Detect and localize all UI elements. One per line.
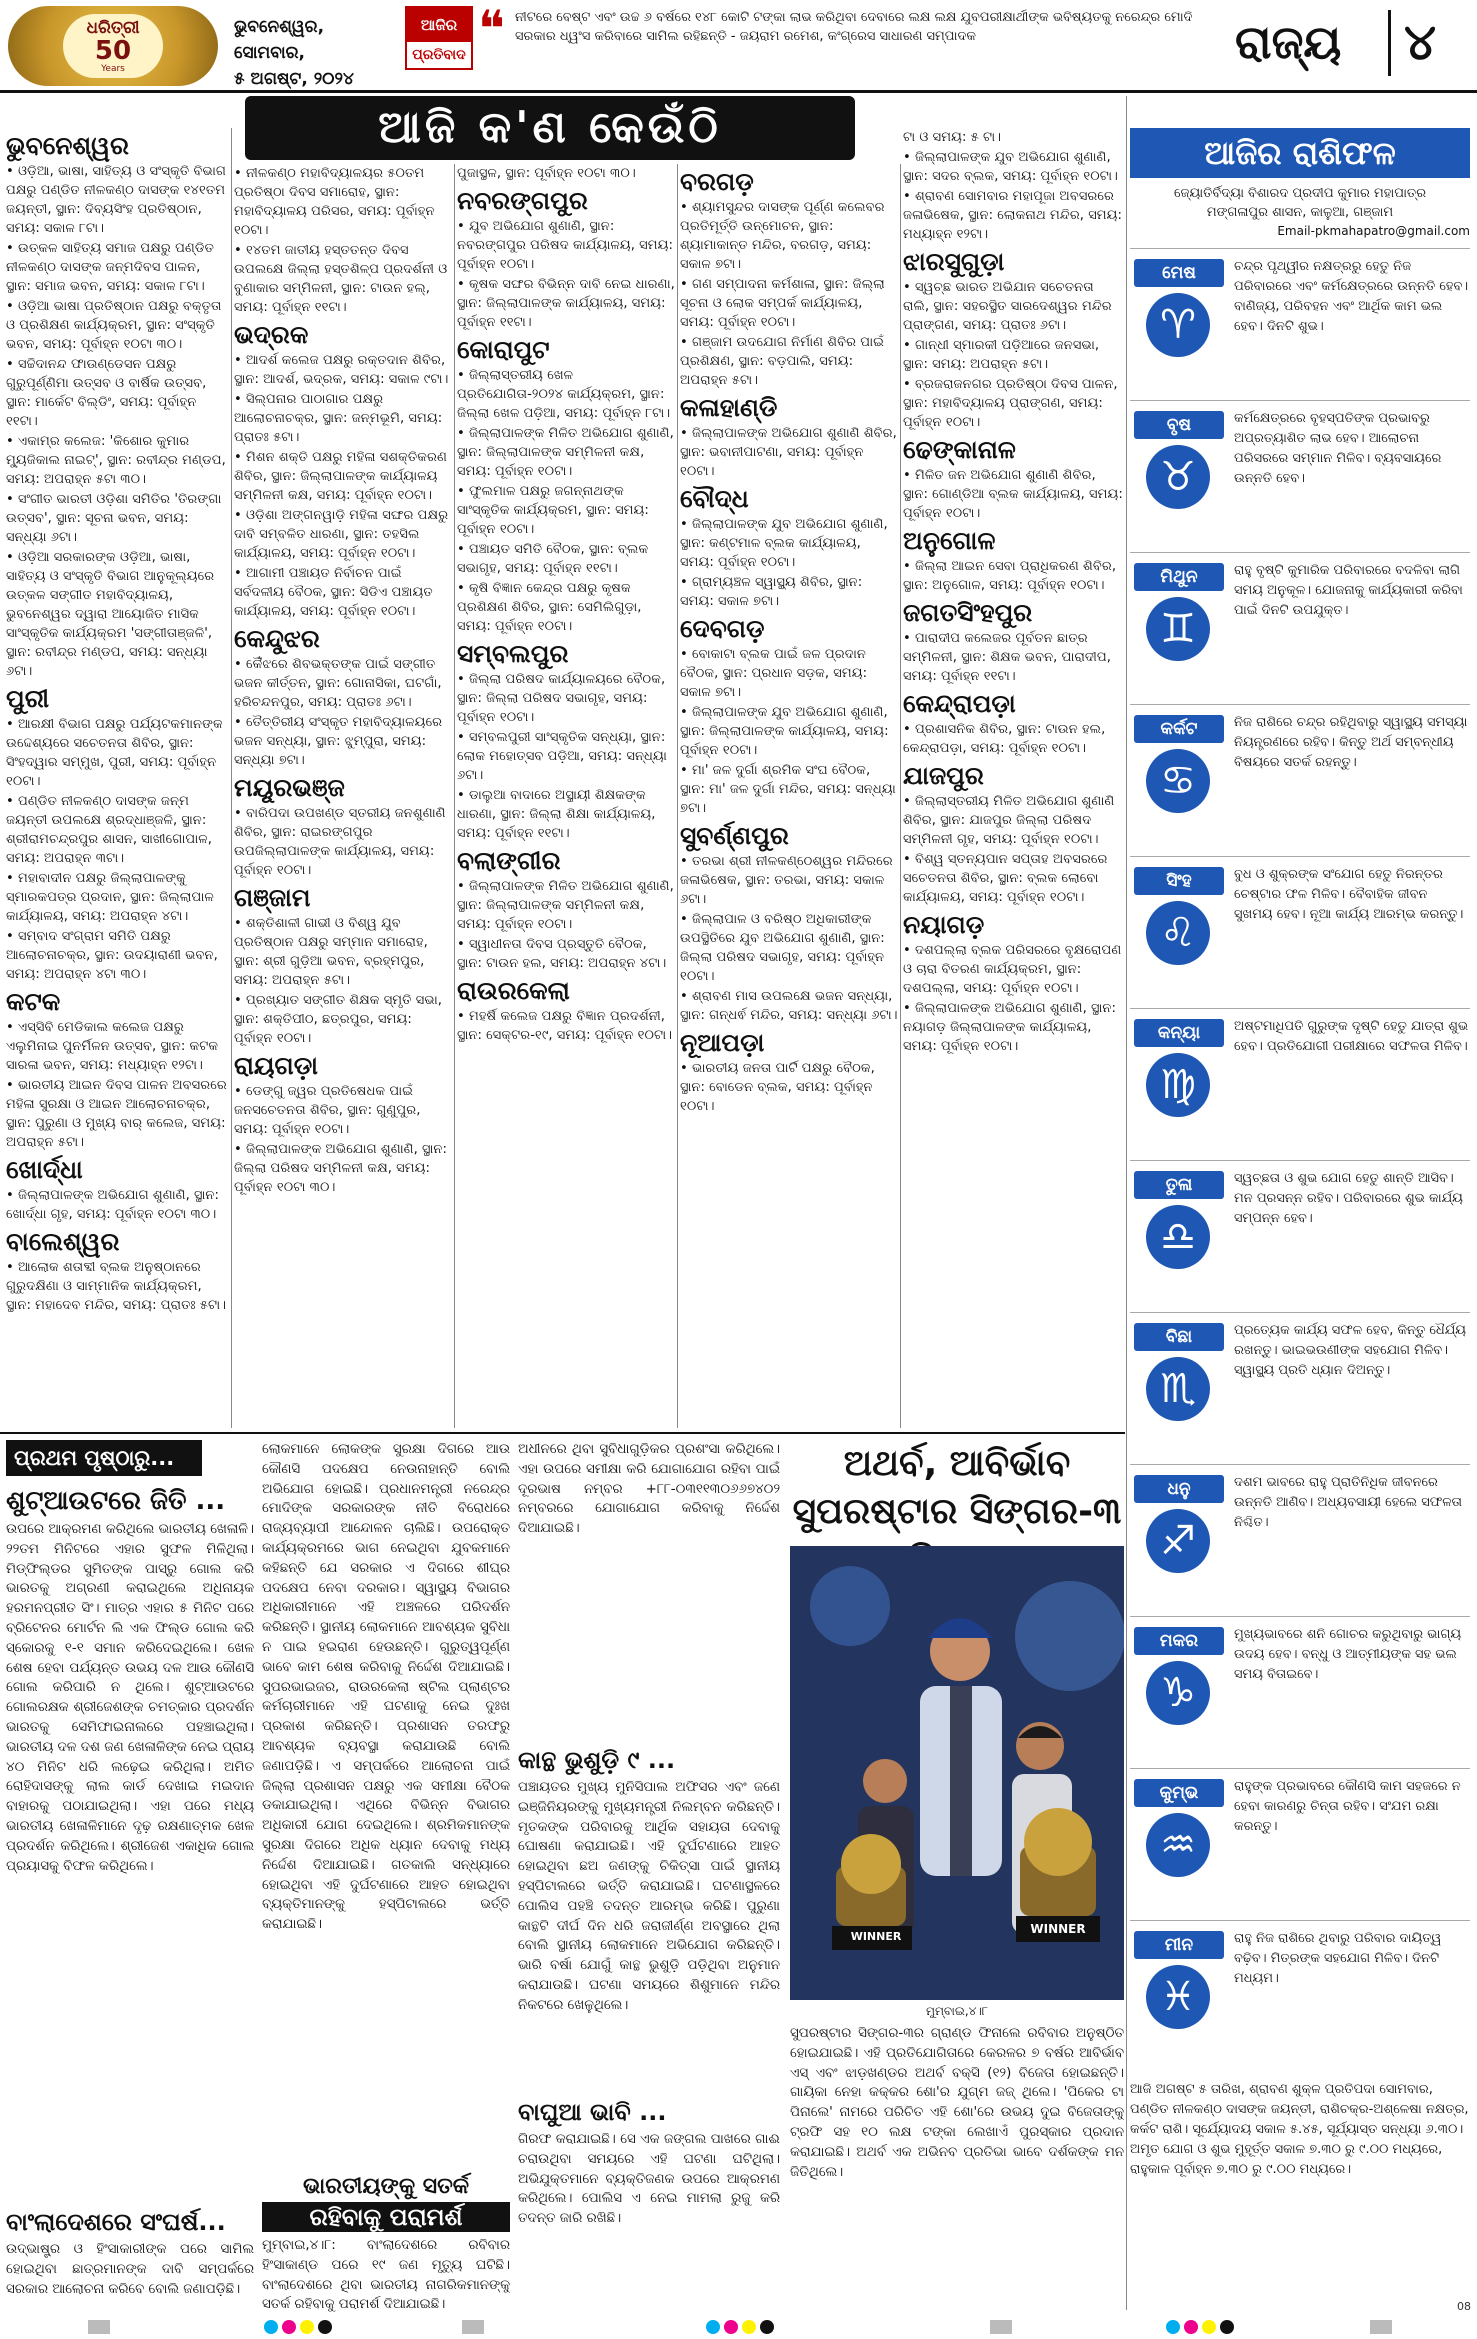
- rashi-name: ବିଛା: [1134, 1323, 1224, 1351]
- event-item: • ମିଶନ ଶକ୍ତି ପକ୍ଷରୁ ମହିଳା ସଶକ୍ତିକରଣ ଶିବିର, ସ୍ଥାନ: ଜିଲ୍ଲାପାଳଙ୍କ କାର୍ଯ୍ୟାଳୟ ସମ୍ମିଳନୀ କକ୍ଷ, ସମୟ: ପୂର୍ବାହ୍ନ ୧୦ଟା।: [234, 450, 447, 503]
- column-divider: [1126, 96, 1127, 2310]
- logo-paper-name: ଧରିତ୍ରୀ: [86, 18, 140, 38]
- event-item: • ସମ୍ବାଦ ସଂଗ୍ରାମ ସମିତି ପକ୍ଷରୁ ଆଲୋଚନାଚକ୍ର, ସ୍ଥାନ: ଉଦୟାରାଣୀ ଭବନ, ସମୟ: ଅପରାହ୍ନ ୪ଟା ୩୦।: [6, 929, 218, 982]
- column-divider: [677, 164, 678, 1428]
- event-item: • ବୋକାଟା ବ୍ଲକ ପାଇଁ ଜଳ ପ୍ରଦାନ ବୈଠକ, ସ୍ଥାନ: ପ୍ରଧାନ ସଡ଼କ, ସମୟ: ସକାଳ ୭ଟା।: [680, 647, 868, 700]
- rashi-prediction: ଦଶମ ଭାବରେ ରାହୁ ପ୍ରାତିନିଧିକ ଜୀବନରେ ଉନ୍ନତି ଆଣିବ। ଅଧ୍ୟବସାୟୀ ହେଲେ ସଫଳତା ନିଶ୍ଚିତ।: [1234, 1475, 1462, 1530]
- events-banner: ଆଜି କ'ଣ କେଉଁଠି: [245, 96, 855, 160]
- rashi-prediction: ରାହୁ ବୃଷ୍ଟି କୁମାରିକ ପରିବାରରେ ବଦଳିବା ଲାଗି ସମୟ ଅନୁକୂଳ। ଯୋଜନାକୁ କାର୍ଯ୍ୟକାରୀ କରିବା ପାଇଁ ଦିନଟି ଉପଯୁକ୍ତ।: [1234, 563, 1463, 618]
- zodiac-icon: ♓: [1146, 1965, 1210, 2029]
- rashi-name: ସିଂହ: [1134, 867, 1224, 895]
- pratibad-top: ଆଜିର: [407, 8, 471, 42]
- event-item: • ଡାଲୁଆ ବାଦାରେ ଅସ୍ଥାୟୀ ଶିକ୍ଷକଙ୍କ ଧାରଣା, ସ୍ଥାନ: ଜିଲ୍ଲା ଶିକ୍ଷା କାର୍ଯ୍ୟାଳୟ, ସମୟ: ପୂର୍ବାହ୍ନ ୧୧ଟା।: [457, 788, 656, 841]
- event-item: • ବାରିପଦା ଉପଖଣ୍ଡ ସ୍ତରୀୟ ଜନଶୁଣାଣି ଶିବିର, ସ୍ଥାନ: ରାଇରଙ୍ଗପୁର ଉପଜିଲ୍ଲାପାଳଙ୍କ କାର୍ଯ୍ୟାଳୟ, ସମୟ: ପୂର୍ବାହ୍ନ ୧୦ଟା।: [234, 806, 446, 878]
- trophy-label-right: WINNER: [1030, 1922, 1086, 1936]
- district-heading: ନୟାଗଡ଼: [903, 910, 985, 939]
- events-column-2: [234, 164, 452, 1428]
- event-item: • ବିଶ୍ୱ ସ୍ତନ୍ୟପାନ ସପ୍ତାହ ଅବସରରେ ସଚେତନତା ଶିବିର, ସ୍ଥାନ: ବ୍ଲକ ଲୋବୋ କାର୍ଯ୍ୟାଳୟ, ସମୟ: ପୂର୍ବାହ୍ନ ୧୦ଟା।: [903, 852, 1108, 905]
- event-item: • ଜିଲ୍ଲାସ୍ତରୀୟ ଖେଳ ପ୍ରତିଯୋଗିତା-୨୦୨୪ କାର୍ଯ୍ୟକ୍ରମ, ସ୍ଥାନ: ଜିଲ୍ଲା ଖେଳ ପଡ଼ିଆ, ସମୟ: ପୂର୍ବାହ୍ନ ୮ଟା।: [457, 368, 671, 421]
- event-item: • ଜିଲ୍ଲାପାଳଙ୍କ ମିଳିତ ଅଭିଯୋଗ ଶୁଣାଣି, ସ୍ଥାନ: ଜିଲ୍ଲାପାଳଙ୍କ ସମ୍ମିଳନୀ କକ୍ଷ, ସମୟ: ପୂର୍ବାହ୍ନ ୧୦ଟା।: [457, 426, 674, 479]
- registration-dot: [300, 2320, 314, 2334]
- district-heading: ବାଲେଶ୍ୱର: [6, 1227, 120, 1256]
- rashi-entry: [1130, 248, 1470, 400]
- dateline-place-day: ଭୁବନେଶ୍ୱର, ସୋମବାର,: [234, 17, 325, 63]
- event-item: • ଶ୍ୟାମସୁନ୍ଦର ଦାସଙ୍କ ପୂର୍ଣ୍ଣ କଲେବର ପ୍ରତିମୂର୍ତ୍ତି ଉନ୍ମୋଚନ, ସ୍ଥାନ: ଶ୍ୟାମାକାନ୍ତ ମନ୍ଦିର, ବରଗଡ଼, ସମୟ: ସକାଳ ୭ଟା।: [680, 200, 885, 272]
- page-separator: [1388, 10, 1391, 76]
- event-item: • ଆରକ୍ଷୀ ବିଭାଗ ପକ୍ଷରୁ ପର୍ଯ୍ୟଟକମାନଙ୍କ ଉଦ୍ଦେଶ୍ୟରେ ସଚେତନତା ଶିବିର, ସ୍ଥାନ: ସିଂହଦ୍ୱାର ସମ୍ମୁଖ, ପୁରୀ, ସମୟ: ପୂର୍ବାହ୍ନ ୧୦ଟା।: [6, 717, 223, 789]
- zodiac-icon: ♍: [1146, 1053, 1210, 1117]
- event-item: • ପାରାଦୀପ କଲେଜର ପୂର୍ବତନ ଛାତ୍ର ସମ୍ମିଳନୀ, ସ୍ଥାନ: ଶିକ୍ଷକ ଭବନ, ପାରାଦୀପ, ସମୟ: ପୂର୍ବାହ୍ନ ୧୧ଟା।: [903, 631, 1111, 684]
- district-heading: ଯାଜପୁର: [903, 761, 984, 790]
- gray-block: [88, 2320, 110, 2334]
- zodiac-icon: ♑: [1146, 1661, 1210, 1725]
- registration-dot: [1220, 2320, 1234, 2334]
- zodiac-icon: ♏: [1146, 1357, 1210, 1421]
- zodiac-icon: ♎: [1146, 1205, 1210, 1269]
- district-heading: ଅନୁଗୋଳ: [903, 526, 996, 555]
- story-headline-advisory[interactable]: ଭାରତୀୟଙ୍କୁ ସତର୍କ: [302, 2174, 470, 2199]
- story-body-superstar-singer: ସୁପରଷ୍ଟାର ସିଙ୍ଗର-୩ର ଗ୍ରାଣ୍ଡ ଫିନାଲେ ରବିବାର ଅନୁଷ୍ଠିତ ହୋଇଯାଇଛି। ଏହି ପ୍ରତିଯୋଗିତାରେ କେରଳର ୭ ବର୍ଷର ଆବିର୍ଭାବ ଏସ୍‌ ଏବଂ ଝାଡ଼ଖଣ୍ଡର ଅଥର୍ବ ବକ୍ସି (୧୨) ବିଜେତା ହୋଇଛନ୍ତି। ଗାୟିକା ନେହା କକ୍କର ଶୋ'ର ଯୁଗ୍ମ ଜଜ୍‌ ଥିଲେ। 'ପିକେର ଟା ପିନାଲେ' ନାମରେ ପରିଚିତ ଏହି ଶୋ'ରେ ଉଭୟ ଦୁଇ ବିଜେତାଙ୍କୁ ଟ୍ରଫି ସହ ୧୦ ଲକ୍ଷ ଟଙ୍କା ଲେଖାଏଁ ପୁରସ୍କାର ପ୍ରଦାନ କରାଯାଇଛି। ଅଥର୍ବ ଏକ ଅଭିନବ ପ୍ରତିଭା ଭାବେ ଦର୍ଶକଙ୍କ ମନ ଜିତିଥିଲେ।: [790, 2026, 1124, 2180]
- rashi-prediction: ରାହୁଙ୍କ ପ୍ରଭାବରେ କୌଣସି କାମ ସହଜରେ ନ ହେବା କାରଣରୁ ଚିନ୍ତା ରହିବ। ସଂଯମ ରକ୍ଷା କରନ୍ତୁ।: [1234, 1779, 1461, 1834]
- event-item: • ଜିଲ୍ଲାପାଳଙ୍କ ଯୁବ ଅଭିଯୋଗ ଶୁଣାଣି, ସ୍ଥାନ: କଣ୍ଟମାଳ ବ୍ଲକ କାର୍ଯ୍ୟାଳୟ, ସମୟ: ପୂର୍ବାହ୍ନ ୧୦ଟା।: [680, 517, 888, 570]
- print-registration-bar: [0, 2316, 1477, 2339]
- event-item: • ଜିଲ୍ଲାପାଳଙ୍କ ଅଭିଯୋଗ ଶୁଣାଣି, ସ୍ଥାନ: ଖୋର୍ଦ୍ଧା ଗୃହ, ସମୟ: ପୂର୍ବାହ୍ନ ୧୦ଟା ୩୦।: [6, 1188, 219, 1222]
- registration-dot: [742, 2320, 756, 2334]
- rashifal-list: [1130, 248, 1470, 2078]
- event-item: • ନୀଳକଣ୍ଠ ମହାବିଦ୍ୟାଳୟର ୫୦ତମ ପ୍ରତିଷ୍ଠା ଦିବସ ସମାରୋହ, ସ୍ଥାନ: ମହାବିଦ୍ୟାଳୟ ପରିସର, ସମୟ: ପୂର୍ବାହ୍ନ ୧୦ଟା।: [234, 166, 435, 238]
- registration-dots-right: [1166, 2316, 1246, 2339]
- rashi-prediction: କର୍ମକ୍ଷେତ୍ରରେ ବୃହସ୍ପତିଙ୍କ ପ୍ରଭାବରୁ ଅପ୍ରତ୍ୟାଶିତ ଲାଭ ହେବ। ଆଲୋଚନା ପରିସରରେ ସମ୍ମାନ ମିଳିବ। ବ୍ୟବସାୟରେ ଉନ୍ନତି ହେବ।: [1234, 411, 1442, 486]
- event-item: • ଜିଲ୍ଲାପାଳଙ୍କ ଯୁବ ଅଭିଯୋଗ ଶୁଣାଣି, ସ୍ଥାନ: ଜିଲ୍ଲାପାଳଙ୍କ କାର୍ଯ୍ୟାଳୟ, ସମୟ: ପୂର୍ବାହ୍ନ ୧୦ଟା।: [680, 705, 889, 758]
- page-code: 08: [1457, 2300, 1471, 2313]
- story-headline-wall-collapse[interactable]: କାନ୍ଥ ଭୁଶୁଡ଼ି ୯ ...: [518, 1746, 676, 1774]
- event-item: • କୃଷି ବିଜ୍ଞାନ କେନ୍ଦ୍ର ପକ୍ଷରୁ କୃଷକ ପ୍ରଶିକ୍ଷଣ ଶିବିର, ସ୍ଥାନ: ସେମିଲିଗୁଡ଼ା, ସମୟ: ପୂର୍ବାହ୍ନ ୧୦ଟା।: [457, 581, 642, 634]
- page-number: ୪: [1404, 13, 1437, 71]
- district-heading: କଳାହାଣ୍ଡି: [680, 393, 778, 422]
- event-item: • ଆଗାମୀ ପଞ୍ଚାୟତ ନିର୍ବାଚନ ପାଇଁ ସର୍ବଦଳୀୟ ବୈଠକ, ସ୍ଥାନ: ସିଡିଏ ପଞ୍ଚାୟତ କାର୍ଯ୍ୟାଳୟ, ସମୟ: ପୂର୍ବାହ୍ନ ୧୦ଟା।: [234, 566, 433, 619]
- zodiac-icon: ♌: [1146, 901, 1210, 965]
- newspaper-logo[interactable]: [8, 6, 218, 86]
- district-heading: ମୟୂରଭଞ୍ଜ: [234, 773, 345, 802]
- rashi-name: ମକର: [1134, 1627, 1224, 1655]
- rashi-name: ମୀନ: [1134, 1931, 1224, 1959]
- panjika-note: ଆଜି ଅଗଷ୍ଟ ୫ ତାରିଖ, ଶ୍ରାବଣ ଶୁକ୍ଳ ପ୍ରତିପଦା ସୋମବାର, ପଣ୍ଡିତ ନୀଳକଣ୍ଠ ଦାସଙ୍କ ଜୟନ୍ତୀ, ରାଶିଚକ୍ର-ଅଶ୍ଳେଷା ନକ୍ଷତ୍ର, କର୍କଟ ରାଶି। ସୂର୍ଯ୍ୟୋଦୟ ସକାଳ ୫.୪୫, ସୂର୍ଯ୍ୟାସ୍ତ ସନ୍ଧ୍ୟା ୬.୩୦। ଅମୃତ ଯୋଗ ଓ ଶୁଭ ମୁହୂର୍ତ୍ତ ସକାଳ ୭.୩୦ ରୁ ୯.୦୦ ମଧ୍ୟରେ, ରାହୁକାଳ ପୂର୍ବାହ୍ନ ୭.୩୦ ରୁ ୯.୦୦ ମଧ୍ୟରେ।: [1130, 2082, 1469, 2177]
- district-heading: ଝାରସୁଗୁଡ଼ା: [903, 247, 1005, 276]
- district-heading: ସୁବର୍ଣ୍ଣପୁର: [680, 821, 789, 850]
- zodiac-icon: ♉: [1146, 445, 1210, 509]
- event-item: • ଉତ୍କଳ ସାହିତ୍ୟ ସମାଜ ପକ୍ଷରୁ ପଣ୍ଡିତ ନୀଳକଣ୍ଠ ଦାସଙ୍କ ଜନ୍ମଦିବସ ପାଳନ, ସ୍ଥାନ: ସମାଜ ଭବନ, ସମୟ: ସକାଳ ୮ଟା।: [6, 241, 215, 294]
- registration-dot: [760, 2320, 774, 2334]
- rashi-name: କନ୍ୟା: [1134, 1019, 1224, 1047]
- event-item: • ଫୁଲମାଳ ପକ୍ଷରୁ ଜଗନ୍ନାଥଙ୍କ ସାଂସ୍କୃତିକ କାର୍ଯ୍ୟକ୍ରମ, ସ୍ଥାନ: ସମୟ: ପୂର୍ବାହ୍ନ ୧୦ଟା।: [457, 484, 649, 537]
- district-heading: କେନ୍ଦୁଝର: [234, 624, 320, 653]
- event-item: • ପଞ୍ଚାୟତ ସମିତି ବୈଠକ, ସ୍ଥାନ: ବ୍ଲକ ସଭାଗୃହ, ସମୟ: ପୂର୍ବାହ୍ନ ୧୧ଟା।: [457, 542, 649, 576]
- event-item: • ଗଞ୍ଜାମ ଉଦଯୋଗ ନିର୍ମାଣ ଶିବିର ପାଇଁ ପ୍ରଶିକ୍ଷଣ, ସ୍ଥାନ: ବଡ଼ପାଲି, ସମୟ: ଅପରାହ୍ନ ୫ଟା।: [680, 335, 885, 388]
- photo-credit: ମୁମ୍ବାଇ,୪।୮: [925, 2004, 989, 2018]
- event-item: • ସ୍ୱାଧୀନତା ଦିବସ ପ୍ରସ୍ତୁତି ବୈଠକ, ସ୍ଥାନ: ଟାଉନ ହଲ, ସମୟ: ଅପରାହ୍ନ ୪ଟା।: [457, 937, 667, 971]
- event-item: • ସମ୍ବଲପୁରୀ ସାଂସ୍କୃତିକ ସନ୍ଧ୍ୟା, ସ୍ଥାନ: ଲୋକ ମହୋତ୍ସବ ପଡ଼ିଆ, ସମୟ: ସନ୍ଧ୍ୟା ୬ଟା।: [457, 730, 667, 783]
- rashi-prediction: ଚନ୍ଦ୍ର ପୃଥ୍ୱୀର ନକ୍ଷତ୍ରରୁ ହେତୁ ନିଜ ପରିବାରରେ ଏବଂ କର୍ମକ୍ଷେତ୍ରରେ ଉନ୍ନତି ହେବ। ବାଣିଜ୍ୟ, ପରିବହନ ଏବଂ ଆର୍ଥିକ କାମ ଭଲ ହେବ। ଦିନଟି ଶୁଭ।: [1234, 259, 1469, 334]
- gray-block: [990, 2320, 1012, 2334]
- district-heading: ବୌଦ୍ଧ: [680, 484, 749, 513]
- event-item: ଟା ଓ ସମୟ: ୫ ଟା।: [903, 130, 1002, 145]
- district-heading: ବରଗଡ଼: [680, 167, 754, 196]
- event-item: • ସ୍ୱଚ୍ଛ ଭାରତ ଅଭିଯାନ ସଚେତନତା ରାଲି, ସ୍ଥାନ: ସହରସ୍ଥିତ ସାରଦେଶ୍ୱର ମନ୍ଦିର ପ୍ରାଙ୍ଗଣ, ସମୟ: ପ୍ରାତଃ ୬ଟା।: [903, 280, 1112, 333]
- event-item: ପୁଜାସ୍ଥଳ, ସ୍ଥାନ: ପୂର୍ବାହ୍ନ ୧୦ଟା ୩୦।: [457, 166, 636, 181]
- district-heading: କେନ୍ଦ୍ରାପଡ଼ା: [903, 689, 1016, 718]
- dateline-date: ୫ ଅଗଷ୍ଟ, ୨୦୨୪: [234, 69, 354, 89]
- registration-dots-mid: [706, 2316, 786, 2339]
- registration-dot: [706, 2320, 720, 2334]
- registration-dot: [318, 2320, 332, 2334]
- event-item: • ଭାରତୀୟ ଜନତା ପାର୍ଟି ପକ୍ଷରୁ ବୈଠକ, ସ୍ଥାନ: ବୋଡେନ ବ୍ଲକ, ସମୟ: ପୂର୍ବାହ୍ନ ୧୦ଟା।: [680, 1061, 875, 1114]
- trophy-label-left: WINNER: [850, 1930, 902, 1943]
- event-item: • ଓଡ଼ିଶା ଅଙ୍ଗନୱାଡ଼ି ମହିଳା ସଙ୍ଘର ପକ୍ଷରୁ ଦାବି ସମ୍ବଳିତ ଧାରଣା, ସ୍ଥାନ: ତହସିଲ କାର୍ଯ୍ୟାଳୟ, ସମୟ: ପୂର୍ବାହ୍ନ ୧୦ଟା।: [234, 508, 449, 561]
- quote-mark-icon: ❝: [478, 0, 505, 58]
- event-item: • ଜିଲ୍ଲା ଆଇନ ସେବା ପ୍ରାଧିକରଣ ଶିବିର, ସ୍ଥାନ: ଅନୁଗୋଳ, ସମୟ: ପୂର୍ବାହ୍ନ ୧୦ଟା।: [903, 559, 1117, 593]
- events-column-3: [457, 164, 675, 1428]
- story-headline-shootout[interactable]: ଶୁଟ୍‌ଆଉଟରେ ଜିତି ...: [6, 1486, 226, 1516]
- logo-anniversary-number: 50: [94, 36, 132, 66]
- rashi-name: କର୍କଟ: [1134, 715, 1224, 743]
- dateline: [234, 14, 394, 92]
- event-item: • ପ୍ରଖ୍ୟାତ ସଙ୍ଗୀତ ଶିକ୍ଷକ ସ୍ମୃତି ସଭା, ସ୍ଥାନ: ଶକ୍ତିପୀଠ, ଛତ୍ରପୁର, ସମୟ: ପୂର୍ବାହ୍ନ ୧୦ଟା।: [234, 993, 442, 1046]
- district-heading: ଦେବଗଡ଼: [680, 614, 765, 643]
- district-heading: ପୁରୀ: [6, 684, 50, 713]
- rashi-entry: [1130, 1008, 1470, 1160]
- pratibad-badge: [405, 6, 473, 70]
- rashi-prediction: ନିଜ ରାଶିରେ ଚନ୍ଦ୍ର ରହିଥିବାରୁ ସ୍ୱାସ୍ଥ୍ୟ ସମସ୍ୟା ନିୟନ୍ତ୍ରଣରେ ରହିବ। କିନ୍ତୁ ଅର୍ଥ ସମ୍ବନ୍ଧୀୟ ବିଷୟରେ ସତର୍କ ରହନ୍ତୁ।: [1234, 715, 1468, 770]
- section-rule: [0, 1432, 1125, 1434]
- event-item: • ଜିଲ୍ଲା ପରିଷଦ କାର୍ଯ୍ୟାଳୟରେ ବୈଠକ, ସ୍ଥାନ: ଜିଲ୍ଲା ପରିଷଦ ସଭାଗୃହ, ସମୟ: ପୂର୍ବାହ୍ନ ୧୦ଟା।: [457, 672, 666, 725]
- story-body-advisory: ମୁମ୍ବାଇ,୪।୮: ବାଂଲାଦେଶରେ ରବିବାର ହିଂସାକାଣ୍ଡ ପରେ ୧୯ ଜଣ ମୃତ୍ୟୁ ଘଟିଛି। ବାଂଲାଦେଶରେ ଥିବା ଭାରତୀୟ ନାଗରିକମାନଙ୍କୁ ସତର୍କ ରହିବାକୁ ପରାମର୍ଶ ଦିଆଯାଇଛି।: [262, 2238, 510, 2313]
- event-item: • ଗାନ୍ଧୀ ସ୍ମାରକୀ ପଡ଼ିଆରେ ଜନସଭା, ସ୍ଥାନ: ସମୟ: ଅପରାହ୍ନ ୫ଟା।: [903, 338, 1100, 372]
- event-item: • ପ୍ରଶାସନିକ ଶିବିର, ସ୍ଥାନ: ଟାଉନ ହଲ, କେନ୍ଦ୍ରାପଡ଼ା, ସମୟ: ପୂର୍ବାହ୍ନ ୧୦ଟା।: [903, 722, 1106, 756]
- zodiac-icon: ♐: [1146, 1509, 1210, 1573]
- rashi-prediction: ଅଷ୍ଟମାଧିପତି ଗୁରୁଙ୍କ ଦୃଷ୍ଟି ହେତୁ ଯାତ୍ରା ଶୁଭ ହେବ। ପ୍ରତିଯୋଗୀ ପରୀକ୍ଷାରେ ସଫଳତା ମିଳିବ।: [1234, 1019, 1469, 1054]
- event-item: • ଏକାମ୍ର କଲେଜ: 'କିଶୋର କୁମାର ମ୍ୟୁଜିକାଲ ନାଇଟ୍', ସ୍ଥାନ: ରବୀନ୍ଦ୍ର ମଣ୍ଡପ, ସମୟ: ଅପରାହ୍ନ ୫ଟା ୩୦।: [6, 434, 226, 487]
- event-item: • ମା' ଜଳ ଦୁର୍ଗା ଶ୍ରମିକ ସଂଘ ବୈଠକ, ସ୍ଥାନ: ମା' ଜଳ ଦୁର୍ଗା ମନ୍ଦିର, ସମୟ: ସନ୍ଧ୍ୟା ୭ଟା।: [680, 763, 896, 816]
- story-headline-bangladesh[interactable]: ବାଂଲାଦେଶରେ ସଂଘର୍ଷ...: [6, 2208, 226, 2236]
- story-body-bangladesh: ଉଦ୍ଭାଷ୍ଟ୍ର ଓ ହିଂସାକାରୀଙ୍କ ପରେ ସାମିଲ ହୋଇଥିବା ଛାତ୍ରମାନଙ୍କ ଦାବି ସମ୍ପର୍କରେ ସରକାର ଆଲୋଚନା କରିବେ ବୋଲି ଜଣାପଡ଼ିଛି।: [6, 2242, 254, 2297]
- event-item: • ଦଶପଲ୍ଲା ବ୍ଲକ ପରିସରରେ ବୃକ୍ଷରୋପଣ ଓ ଚାରା ବିତରଣ କାର୍ଯ୍ୟକ୍ରମ, ସ୍ଥାନ: ଦଶପଲ୍ଲା, ସମୟ: ପୂର୍ବାହ୍ନ ୧୦ଟା।: [903, 943, 1122, 996]
- registration-dot: [1202, 2320, 1216, 2334]
- event-item: • ପଣ୍ଡିତ ନୀଳକଣ୍ଠ ଦାସଙ୍କ ଜନ୍ମ ଜୟନ୍ତୀ ଉପଲକ୍ଷେ ଶ୍ରଦ୍ଧାଞ୍ଜଳି, ସ୍ଥାନ: ଶ୍ରୀରାମଚନ୍ଦ୍ରପୁର ଶାସନ, ସାଖୀଗୋପାଳ, ସମୟ: ଅପରାହ୍ନ ୩ଟା।: [6, 794, 212, 866]
- rashi-prediction: ମୁଖ୍ୟଭାବରେ ଶନି ଗୋଚର କରୁଥିବାରୁ ଭାଗ୍ୟ ଉଦୟ ହେବ। ବନ୍ଧୁ ଓ ଆତ୍ମୀୟଙ୍କ ସହ ଭଲ ସମୟ ବିତାଇବେ।: [1234, 1627, 1462, 1682]
- story-headline-superstar-singer[interactable]: ଅଥର୍ବ, ଆବିର୍ଭାବ ସୁପରଷ୍ଟାର ସିଙ୍ଗର-୩: [792, 1443, 1122, 1532]
- event-item: • ସଂଗୀତ ଭାରତୀ ଓଡ଼ିଶା ସମିତିର 'ତିରଙ୍ଗା ଉତ୍ସବ', ସ୍ଥାନ: ସୂଚନା ଭବନ, ସମୟ: ସନ୍ଧ୍ୟା ୬ଟା।: [6, 492, 222, 545]
- district-heading: ରାଉରକେଲା: [457, 976, 570, 1005]
- gray-block: [1370, 2320, 1392, 2334]
- event-item: • ତୈତ୍ତିରୀୟ ସଂସ୍କୃତ ମହାବିଦ୍ୟାଳୟରେ ଭଜନ ସନ୍ଧ୍ୟା, ସ୍ଥାନ: ଝୁମ୍ପୁରା, ସମୟ: ସନ୍ଧ୍ୟା ୭ଟା।: [234, 715, 443, 768]
- page-section-name: ରାଜ୍ୟ: [1235, 15, 1342, 69]
- event-item: • ଶ୍ରାବଣ ମାସ ଉପଲକ୍ଷେ ଭଜନ ସନ୍ଧ୍ୟା, ସ୍ଥାନ: ଗନ୍ଧର୍ଵ ମନ୍ଦିର, ସମୟ: ସନ୍ଧ୍ୟା ୬ଟା।: [680, 989, 898, 1023]
- event-item: • ଓଡ଼ିଆ, ଭାଷା, ସାହିତ୍ୟ ଓ ସଂସ୍କୃତି ବିଭାଗ ପକ୍ଷରୁ ପଣ୍ଡିତ ନୀଳକଣ୍ଠ ଦାସଙ୍କ ୧୪୧ତମ ଜୟନ୍ତୀ, ସ୍ଥାନ: ଦିବ୍ୟସିଂହ ପ୍ରତିଷ୍ଠାନ, ସମୟ: ସକାଳ ୮ଟା।: [6, 164, 226, 236]
- story-body-continued-2: ଅଧୀନରେ ଥିବା ସୁବିଧାଗୁଡ଼ିକର ପ୍ରଶଂସା କରିଥିଲେ। ଏହା ଉପରେ ସମୀକ୍ଷା କରି ଯୋଗାଯୋଗ ରହିବା ପାଇଁ ଦୂରଭାଷ ନମ୍ବର +୮୮-୦୩୧୧୩୦୬୬୭୪୦୨ ନମ୍ବରରେ ଯୋଗାଯୋଗ କରିବାକୁ ନିର୍ଦ୍ଦେଶ ଦିଆଯାଇଛି।: [518, 1442, 780, 1537]
- event-item: • ଆଦର୍ଶ କଲେଜ ପକ୍ଷରୁ ରକ୍ତଦାନ ଶିବିର, ସ୍ଥାନ: ଆଦର୍ଶ, ଭଦ୍ରକ, ସମୟ: ସକାଳ ୯ଟା।: [234, 353, 449, 387]
- district-heading: କଟକ: [6, 987, 61, 1016]
- district-heading: ନବରଙ୍ଗପୁର: [457, 186, 588, 215]
- story-body-continued: ଲୋକମାନେ ଲୋକଙ୍କ ସୁରକ୍ଷା ଦିଗରେ ଆଉ କୌଣସି ପଦକ୍ଷେପ ନେଉନାହାନ୍ତି ବୋଲି ଅଭିଯୋଗ ହୋଇଛି। ପ୍ରଧାନମନ୍ତ୍ରୀ ନରେନ୍ଦ୍ର ମୋଦିଙ୍କ ସରକାରଙ୍କ ନୀତି ବିରୋଧରେ ରାଜ୍ୟବ୍ୟାପୀ ଆନ୍ଦୋଳନ ଚାଲିଛି। ଉପରୋକ୍ତ କାର୍ଯ୍ୟକ୍ରମରେ ଭାଗ ନେଇଥିବା ଯୁବକମାନେ କହିଛନ୍ତି ଯେ ସରକାର ଏ ଦିଗରେ ଶୀଘ୍ର ପଦକ୍ଷେପ ନେବା ଦରକାର। ସ୍ୱାସ୍ଥ୍ୟ ବିଭାଗର ଅଧିକାରୀମାନେ ଏହି ଅଞ୍ଚଳରେ ପରିଦର୍ଶନ କରିଛନ୍ତି। ସ୍ଥାନୀୟ ଲୋକମାନେ ଆବଶ୍ୟକ ସୁବିଧା ନ ପାଇ ହଇରାଣ ହେଉଛନ୍ତି। ଗୁରୁତ୍ୱପୂର୍ଣ୍ଣ ଭାବେ କାମ ଶେଷ କରିବାକୁ ନିର୍ଦ୍ଦେଶ ଦିଆଯାଇଛି। ସୁପରଭାଇଜର, ରାଉରକେଲା ଷ୍ଟିଲ ପ୍ଲାଣ୍ଟର କର୍ମଚାରୀମାନେ ଏହି ଘଟଣାକୁ ନେଇ ଦୁଃଖ ପ୍ରକାଶ କରିଛନ୍ତି। ପ୍ରଶାସନ ତରଫରୁ ଆବଶ୍ୟକ ବ୍ୟବସ୍ଥା କରାଯାଉଛି ବୋଲି ଜଣାପଡ଼ିଛି। ଏ ସମ୍ପର୍କରେ ଆଲୋଚନା ପାଇଁ ଜିଲ୍ଲା ପ୍ରଶାସନ ପକ୍ଷରୁ ଏକ ସମୀକ୍ଷା ବୈଠକ ଡକାଯାଇଥିଲା। ଏଥିରେ ବିଭିନ୍ନ ବିଭାଗର ଅଧିକାରୀ ଯୋଗ ଦେଇଥିଲେ। ଶ୍ରମିକମାନଙ୍କ ସୁରକ୍ଷା ଦିଗରେ ଅଧିକ ଧ୍ୟାନ ଦେବାକୁ ମଧ୍ୟ ନିର୍ଦ୍ଦେଶ ଦିଆଯାଇଛି। ଗତକାଲି ସନ୍ଧ୍ୟାରେ ହୋଇଥିବା ଏହି ଦୁର୍ଘଟଣାରେ ଆହତ ହୋଇଥିବା ବ୍ୟକ୍ତିମାନଙ୍କୁ ହସ୍ପିଟାଲରେ ଭର୍ତ୍ତି କରାଯାଇଛି।: [262, 1442, 510, 1933]
- event-item: • ୧୪ତମ ଜାତୀୟ ହସ୍ତତନ୍ତ ଦିବସ ଉପଲକ୍ଷେ ଜିଲ୍ଲା ହସ୍ତଶିଳ୍ପ ପ୍ରଦର୍ଶନୀ ଓ ବୁଣାକାର ସମ୍ମିଳନୀ, ସ୍ଥାନ: ଟାଉନ ହଲ୍, ସମୟ: ପୂର୍ବାହ୍ନ ୧୧ଟା।: [234, 243, 448, 315]
- rashi-entry: [1130, 1160, 1470, 1312]
- rashi-entry: [1130, 552, 1470, 704]
- event-item: • ଜିଲ୍ଲାପାଳଙ୍କ ଅଭିଯୋଗ ଶୁଣାଣି, ସ୍ଥାନ: ନୟାଗଡ଼ ଜିଲ୍ଲାପାଳଙ୍କ କାର୍ଯ୍ୟାଳୟ, ସମୟ: ପୂର୍ବାହ୍ନ ୧୦ଟା।: [903, 1001, 1116, 1054]
- rashifal-author-name: ଜ୍ୟୋତିର୍ବିଦ୍ୟା ବିଶାରଦ ପ୍ରଦୀପ କୁମାର ମହାପାତ୍ର: [1173, 186, 1427, 201]
- event-item: • ବ୍ରଜରାଜନଗର ପ୍ରତିଷ୍ଠା ଦିବସ ପାଳନ, ସ୍ଥାନ: ମହାବିଦ୍ୟାଳୟ ପ୍ରାଙ୍ଗଣ, ସମୟ: ପୂର୍ବାହ୍ନ ୧୦ଟା।: [903, 377, 1118, 430]
- event-item: • ଗ୍ରାମ୍ୟଞ୍ଚଳ ସ୍ୱାସ୍ଥ୍ୟ ଶିବିର, ସ୍ଥାନ: ସମୟ: ସକାଳ ୭ଟା।: [680, 575, 863, 609]
- event-item: • ଜିଲ୍ଲାପାଳଙ୍କ ଯୁବ ଅଭିଯୋଗ ଶୁଣାଣି, ସ୍ଥାନ: ସଦର ବ୍ଲକ, ସମୟ: ପୂର୍ବାହ୍ନ ୧୦ଟା।: [903, 150, 1118, 184]
- gray-block: [462, 2320, 484, 2334]
- rashifal-author-address: ମଙ୍ଗଳାପୁର ଶାସନ, କାଳୁଆ, ଗଞ୍ଜାମ: [1206, 205, 1394, 220]
- event-item: • ଓଡ଼ିଆ ସରକାରଙ୍କ ଓଡ଼ିଆ, ଭାଷା, ସାହିତ୍ୟ ଓ ସଂସ୍କୃତି ବିଭାଗ ଆନୁକୂଲ୍ୟରେ ଉତ୍କଳ ସଙ୍ଗୀତ ମହାବିଦ୍ୟାଳୟ, ଭୁବନେଶ୍ୱର ଦ୍ୱାରା ଆୟୋଜିତ ମାସିକ ସାଂସ୍କୃତିକ କାର୍ଯ୍ୟକ୍ରମ 'ସଙ୍ଗୀତାଞ୍ଜଳି', ସ୍ଥାନ: ରବୀନ୍ଦ୍ର ମଣ୍ଡପ, ସମୟ: ସନ୍ଧ୍ୟା ୬ଟା।: [6, 550, 215, 679]
- event-item: • ଓଡ଼ିଆ ଭାଷା ପ୍ରତିଷ୍ଠାନ ପକ୍ଷରୁ ବକ୍ତୃତା ଓ ପ୍ରଶିକ୍ଷଣ କାର୍ଯ୍ୟକ୍ରମ, ସ୍ଥାନ: ସଂସ୍କୃତି ଭବନ, ସମୟ: ପୂର୍ବାହ୍ନ ୧୦ଟା ୩୦।: [6, 299, 222, 352]
- event-item: • ଶ୍ରାବଣ ସୋମବାର ମହାପୂଜା ଅବସରରେ ଜଳାଭିଷେକ, ସ୍ଥାନ: ଲୋକନାଥ ମନ୍ଦିର, ସମୟ: ମଧ୍ୟାହ୍ନ ୧୨ଟା।: [903, 189, 1122, 242]
- rashi-entry: [1130, 1616, 1470, 1768]
- zodiac-icon: ♈: [1146, 293, 1210, 357]
- registration-dot: [1184, 2320, 1198, 2334]
- event-item: • ମିଳିତ ଜନ ଅଭିଯୋଗ ଶୁଣାଣି ଶିବିର, ସ୍ଥାନ: ଗୋଣ୍ଡିଆ ବ୍ଲକ କାର୍ଯ୍ୟାଳୟ, ସମୟ: ପୂର୍ବାହ୍ନ ୧୦ଟା।: [903, 468, 1123, 521]
- event-item: • ତରଭା ଶ୍ରୀ ନୀଳକଣ୍ଠେଶ୍ୱର ମନ୍ଦିରରେ ଜଳାଭିଷେକ, ସ୍ଥାନ: ତରଭା, ସମୟ: ସକାଳ ୬ଟା।: [680, 854, 893, 907]
- rashi-name: ଧନୁ: [1134, 1475, 1224, 1503]
- event-item: • ସିଲ୍ପନାର ପାଠାଗାର ପକ୍ଷରୁ ଆଲୋଚନାଚକ୍ର, ସ୍ଥାନ: ଜନ୍ମଭୂମି, ସମୟ: ପ୍ରାତଃ ୫ଟା।: [234, 392, 443, 445]
- registration-dot: [1166, 2320, 1180, 2334]
- event-item: • କୈଁଝରେ ଶିବଭକ୍ତଙ୍କ ପାଇଁ ସଙ୍ଗୀତ ଭଜନ କୀର୍ତ୍ତନ, ସ୍ଥାନ: ଗୋନାସିକା, ଘଟଗାଁ, ହରିଚନ୍ଦନପୁର, ସମୟ: ପ୍ରାତଃ ୬ଟା।: [234, 657, 442, 710]
- rashi-entry: [1130, 1464, 1470, 1616]
- rashi-name: କୁମ୍ଭ: [1134, 1779, 1224, 1807]
- event-item: • ଜିଲ୍ଲାପାଳଙ୍କ ଅଭିଯୋଗ ଶୁଣାଣି, ସ୍ଥାନ: ଜିଲ୍ଲା ପରିଷଦ ସମ୍ମିଳନୀ କକ୍ଷ, ସମୟ: ପୂର୍ବାହ୍ନ ୧୦ଟା ୩୦।: [234, 1142, 447, 1195]
- district-heading: କୋରାପୁଟ: [457, 335, 550, 364]
- rashi-name: ବୃଷ: [1134, 411, 1224, 439]
- event-item: • ଏସ୍‌ସିବି ମେଡିକାଲ କଲେଜ ପକ୍ଷରୁ ଏଲୁମିନାଇ ପୁନର୍ମିଳନ ଉତ୍ସବ, ସ୍ଥାନ: କଟକ ସାରଳା ଭବନ, ସମୟ: ମଧ୍ୟାହ୍ନ ୧୨ଟା।: [6, 1020, 219, 1073]
- events-column-5: [903, 128, 1123, 1428]
- pratibad-bottom: ପ୍ରତିବାଦ: [412, 47, 466, 63]
- event-item: • କୃଷକ ସଙ୍ଘର ବିଭିନ୍ନ ଦାବି ନେଇ ଧାରଣା, ସ୍ଥାନ: ଜିଲ୍ଲାପାଳଙ୍କ କାର୍ଯ୍ୟାଳୟ, ସମୟ: ପୂର୍ବାହ୍ନ ୧୧ଟା।: [457, 277, 675, 330]
- continued-from-front-tag: ପ୍ରଥମ ପୃଷ୍ଠାରୁ...: [6, 1440, 202, 1476]
- rashi-entry: [1130, 1312, 1470, 1464]
- district-heading: ଭୁବନେଶ୍ୱର: [6, 131, 129, 160]
- zodiac-icon: ♋: [1146, 749, 1210, 813]
- masthead-rule: [0, 90, 1477, 93]
- rashi-entry: [1130, 400, 1470, 552]
- event-item: • ଯୁବ ଅଭିଯୋଗ ଶୁଣାଣି, ସ୍ଥାନ: ନବରଙ୍ଗପୁର ପରିଷଦ କାର୍ଯ୍ୟାଳୟ, ସମୟ: ପୂର୍ବାହ୍ନ ୧୦ଟା।: [457, 219, 673, 272]
- zodiac-icon: ♒: [1146, 1813, 1210, 1877]
- rashi-entry: [1130, 1920, 1470, 2072]
- rashi-entry: [1130, 856, 1470, 1008]
- event-item: • ଆଲୋକ ଶତାବ୍ଦୀ ବ୍ଲକ ଅନୁଷ୍ଠାନରେ ଗୁରୁଦକ୍ଷିଣା ଓ ସାମ୍ମାନିକ କାର୍ଯ୍ୟକ୍ରମ, ସ୍ଥାନ: ମହାଦେବ ମନ୍ଦିର, ସମୟ: ପ୍ରାତଃ ୫ଟା।: [6, 1260, 227, 1313]
- registration-dots-left: [264, 2316, 344, 2339]
- column-divider: [454, 164, 455, 1428]
- rashi-prediction: ପ୍ରତ୍ୟେକ କାର୍ଯ୍ୟ ସଫଳ ହେବ, କିନ୍ତୁ ଧୈର୍ଯ୍ୟ ରଖନ୍ତୁ। ଭାଇଭଉଣୀଙ୍କ ସହଯୋଗ ମିଳିବ। ସ୍ୱାସ୍ଥ୍ୟ ପ୍ରତି ଧ୍ୟାନ ଦିଅନ୍ତୁ।: [1234, 1323, 1466, 1378]
- event-item: • ଜିଲ୍ଲାପାଳ ଓ ବରିଷ୍ଠ ଅଧିକାରୀଙ୍କ ଉପସ୍ଥିତିରେ ଯୁବ ଅଭିଯୋଗ ଶୁଣାଣି, ସ୍ଥାନ: ଜିଲ୍ଲା ପରିଷଦ ସଭାଗୃହ, ସମୟ: ପୂର୍ବାହ୍ନ ୧୦ଟା।: [680, 912, 885, 984]
- event-item: • ଜିଲ୍ଲାପାଳଙ୍କ ଅଭିଯୋଗ ଶୁଣାଣି ଶିବିର, ସ୍ଥାନ: ଭବାନୀପାଟଣା, ସମୟ: ପୂର୍ବାହ୍ନ ୧୦ଟା।: [680, 426, 897, 479]
- events-column-4: [680, 164, 898, 1428]
- rashi-entry: [1130, 704, 1470, 856]
- logo-inner: [63, 14, 163, 78]
- logo-years-label: Years: [101, 64, 125, 74]
- story-headline-baghua[interactable]: ବାଘୁଆ ଭାବି ...: [518, 2098, 667, 2126]
- rashi-name: ତୁଳା: [1134, 1171, 1224, 1199]
- story-body-wall-collapse: ପଞ୍ଚାୟତର ମୁଖ୍ୟ ମୁନିସିପାଲ ଅଫିସର ଏବଂ ଜଣେ ଇଞ୍ଜିନିୟରଙ୍କୁ ମୁଖ୍ୟମନ୍ତ୍ରୀ ନିଲମ୍ବନ କରିଛନ୍ତି। ମୃତକଙ୍କ ପରିବାରକୁ ଆର୍ଥିକ ସହାୟତା ଦେବାକୁ ଘୋଷଣା କରାଯାଇଛି। ଏହି ଦୁର୍ଘଟଣାରେ ଆହତ ହୋଇଥିବା ଛଅ ଜଣଙ୍କୁ ଚିକିତ୍ସା ପାଇଁ ସ୍ଥାନୀୟ ହସ୍ପିଟାଲରେ ଭର୍ତ୍ତି କରାଯାଇଛି। ଘଟଣାସ୍ଥଳରେ ପୋଲିସ ପହଞ୍ଚି ତଦନ୍ତ ଆରମ୍ଭ କରିଛି। ପୁରୁଣା କାନ୍ଥଟି ଦୀର୍ଘ ଦିନ ଧରି ଜରାଜୀର୍ଣ୍ଣ ଅବସ୍ଥାରେ ଥିଲା ବୋଲି ସ୍ଥାନୀୟ ଲୋକମାନେ ଅଭିଯୋଗ କରିଛନ୍ତି। ଭାରି ବର୍ଷା ଯୋଗୁଁ କାନ୍ଥ ଭୁଶୁଡ଼ି ପଡ଼ିଥିବା ଅନୁମାନ କରାଯାଉଛି। ଘଟଣା ସମୟରେ ଶିଶୁମାନେ ମନ୍ଦିର ନିକଟରେ ଖେଳୁଥିଲେ।: [518, 1780, 780, 2013]
- rashifal-author-email[interactable]: Email-pkmahapatro@gmail.com: [1277, 224, 1470, 238]
- district-heading: ବଲାଙ୍ଗୀର: [457, 846, 561, 875]
- column-divider: [900, 164, 901, 1428]
- winners-photo[interactable]: [790, 1546, 1124, 2000]
- event-item: • ମହାବାଦୀନ ପକ୍ଷରୁ ଜିଲ୍ଲାପାଳଙ୍କୁ ସ୍ମାରକପତ୍ର ପ୍ରଦାନ, ସ୍ଥାନ: ଜିଲ୍ଲାପାଳ କାର୍ଯ୍ୟାଳୟ, ସମୟ: ଅପରାହ୍ନ ୪ଟା।: [6, 871, 214, 924]
- rashi-entry: [1130, 1768, 1470, 1920]
- district-heading: ଗଞ୍ଜାମ: [234, 883, 311, 912]
- event-item: • ମହର୍ଷି କଲେଜ ପକ୍ଷରୁ ବିଜ୍ଞାନ ପ୍ରଦର୍ଶନୀ, ସ୍ଥାନ: ସେକ୍ଟର-୧୯, ସମୟ: ପୂର୍ବାହ୍ନ ୧୦ଟା।: [457, 1009, 673, 1043]
- story-body-shootout: ଉପରେ ଆକ୍ରମଣ କରିଥିଲେ ଭାରତୀୟ ଖେଳାଳି। ୨୨ତମ ମିନିଟରେ ଏହାର ସୁଫଳ ମିଳିଥିଲା। ମିଡ୍‌ଫିଲ୍ଡର ସୁମିତଙ୍କ ପାସ୍‌ରୁ ଗୋଲ କରି ଭାରତକୁ ଅଗ୍ରଣୀ କରାଇଥିଲେ ଅଧିନାୟକ ହରମନପ୍ରୀତ ସିଂ। ମାତ୍ର ଏହାର ୫ ମିନିଟ ପରେ ବ୍ରିଟେନର ମୋର୍ଟନ ଲି ଏକ ଫିଲ୍ଡ ଗୋଲ କରି ସ୍କୋରକୁ ୧-୧ ସମାନ କରିଦେଇଥିଲେ। ଖେଳ ଶେଷ ହେବା ପର୍ଯ୍ୟନ୍ତ ଉଭୟ ଦଳ ଆଉ କୌଣସି ଗୋଲ କରିପାରି ନ ଥିଲେ। ଶୁଟ୍‌ଆଉଟରେ ଗୋଲରକ୍ଷକ ଶ୍ରୀଜେଶଙ୍କ ଚମତ୍କାର ପ୍ରଦର୍ଶନ ଭାରତକୁ ସେମିଫାଇନାଲରେ ପହଞ୍ଚାଇଥିଲା। ଭାରତୀୟ ଦଳ ଦଶ ଜଣ ଖେଳାଳିଙ୍କ ନେଇ ପ୍ରାୟ ୪୦ ମିନିଟ ଧରି ଲଢ଼େଇ କରିଥିଲା। ଅମିତ ରୋହିଦାସଙ୍କୁ ଲାଲ କାର୍ଡ ଦେଖାଇ ମଇଦାନ ବାହାରକୁ ପଠାଯାଇଥିଲା। ଏହା ପରେ ମଧ୍ୟ ଭାରତୀୟ ଖେଳାଳିମାନେ ଦୃଢ଼ ରକ୍ଷଣାତ୍ମକ ଖେଳ ପ୍ରଦର୍ଶନ କରିଥିଲେ। ଶ୍ରୀଜେଶ ଏକାଧିକ ଗୋଲ ପ୍ରୟାସକୁ ବିଫଳ କରିଥିଲେ।: [6, 1522, 254, 1874]
- column-divider: [231, 128, 232, 1428]
- event-item: • ସଚ୍ଚିଦାନନ୍ଦ ଫାଉଣ୍ଡେସନ ପକ୍ଷରୁ ଗୁରୁପୂର୍ଣ୍ଣିମା ଉତ୍ସବ ଓ ବାର୍ଷିକ ଉତ୍ସବ, ସ୍ଥାନ: ମାର୍କେଟ ବିଲ୍ଡିଂ, ସମୟ: ପୂର୍ବାହ୍ନ ୧୧ଟା।: [6, 357, 207, 429]
- event-item: • ଗଣ ସମ୍ପାଦନା କର୍ମଶାଳା, ସ୍ଥାନ: ଜିଲ୍ଲା ସୂଚନା ଓ ଲୋକ ସମ୍ପର୍କ କାର୍ଯ୍ୟାଳୟ, ସମୟ: ପୂର୍ବାହ୍ନ ୧୦ଟା।: [680, 277, 885, 330]
- district-heading: ଢେଙ୍କାନାଳ: [903, 435, 1016, 464]
- rashi-prediction: ରାହୁ ନିଜ ରାଶିରେ ଥିବାରୁ ପରିବାର ଦାୟିତ୍ୱ ବଢ଼ିବ। ମିତ୍ରଙ୍କ ସହଯୋଗ ମିଳିବ। ଦିନଟି ମଧ୍ୟମ।: [1234, 1931, 1442, 1986]
- district-heading: ନୂଆପଡ଼ା: [680, 1028, 765, 1057]
- story-body-baghua: ଗିରଫ କରାଯାଇଛି। ସେ ଏକ ଜଙ୍ଗଲ ପାଖରେ ଗାଈ ଚରାଉଥିବା ସମୟରେ ଏହି ଘଟଣା ଘଟିଥିଲା। ଅଭିଯୁକ୍ତମାନେ ବ୍ୟକ୍ତିଜଣକ ଉପରେ ଆକ୍ରମଣ କରିଥିଲେ। ପୋଲିସ ଏ ନେଇ ମାମଲା ରୁଜୁ କରି ତଦନ୍ତ ଜାରି ରଖିଛି।: [518, 2132, 780, 2227]
- district-heading: ସମ୍ବଲପୁର: [457, 639, 569, 668]
- events-column-1: [6, 128, 229, 1428]
- event-item: • ଭାରତୀୟ ଆଇନ ଦିବସ ପାଳନ ଅବସରରେ ମହିଳା ସୁରକ୍ଷା ଓ ଆଇନ ଆଲୋଚନାଚକ୍ର, ସ୍ଥାନ: ପୁରୁଣା ଓ ମୁଖ୍ୟ ବାର୍ କଲେଜ, ସମୟ: ଅପରାହ୍ନ ୫ଟା।: [6, 1078, 227, 1150]
- rashi-prediction: ସ୍ୱଚ୍ଛତା ଓ ଶୁଭ ଯୋଗ ହେତୁ ଶାନ୍ତି ଆସିବ। ମନ ପ୍ରସନ୍ନ ରହିବ। ପରିବାରରେ ଶୁଭ କାର୍ଯ୍ୟ ସମ୍ପନ୍ନ ହେବ।: [1234, 1171, 1463, 1226]
- district-heading: ଭଦ୍ରକ: [234, 320, 309, 349]
- district-heading: ଜଗତସିଂହପୁର: [903, 598, 1033, 627]
- daily-quote: ନୀଟରେ ବେଷ୍ଟ ଏବଂ ଉଚ୍ଚ ୬ ବର୍ଷରେ ୧୪୮ କୋଟି ଟଙ୍କା ଲାଭ କରିଥିବା ଦେବାରେ ଲକ୍ଷ ଲକ୍ଷ ଯୁବପରୀକ୍ଷାର୍ଥୀଙ୍କ ଭବିଷ୍ୟତକୁ ନରେନ୍ଦ୍ର ମୋଦି ସରକାର ଧ୍ୱଂସ କରିବାରେ ସାମିଲ ରହିଛନ୍ତି - ଜୟରାମ ରମେଶ, କଂଗ୍ରେସ ସାଧାରଣ ସମ୍ପାଦକ: [515, 10, 1193, 44]
- rashi-prediction: ବୁଧ ଓ ଶୁକ୍ରଙ୍କ ସଂଯୋଗ ହେତୁ ନିରନ୍ତର ଚେଷ୍ଟାର ଫଳ ମିଳିବ। ବୈବାହିକ ଜୀବନ ସୁଖମୟ ହେବ। ନୂଆ କାର୍ଯ୍ୟ ଆରମ୍ଭ କରନ୍ତୁ।: [1234, 867, 1464, 922]
- district-heading: ଖୋର୍ଦ୍ଧା: [6, 1155, 83, 1184]
- registration-dot: [724, 2320, 738, 2334]
- story-subhead-advisory: ରହିବାକୁ ପରାମର୍ଶ: [262, 2202, 510, 2232]
- district-heading: ରାୟଗଡ଼ା: [234, 1051, 318, 1080]
- masthead: [0, 0, 1477, 92]
- event-item: • ଶକ୍ତିଶାଳୀ ଗାଭୀ ଓ ବିଶ୍ୱ ଯୁବ ପ୍ରତିଷ୍ଠାନ ପକ୍ଷରୁ ସମ୍ମାନ ସମାରୋହ, ସ୍ଥାନ: ଶ୍ରୀ ଗୁଡ଼ିଆ ଭବନ, ବ୍ରହ୍ମପୁର, ସମୟ: ଅପରାହ୍ନ ୫ଟା।: [234, 916, 428, 988]
- event-item: • ଡେଙ୍ଗୁ ଜ୍ୱର ପ୍ରତିଷେଧକ ପାଇଁ ଜନସଚେତନତା ଶିବିର, ସ୍ଥାନ: ଗୁଣୁପୁର, ସମୟ: ପୂର୍ବାହ୍ନ ୧୦ଟା।: [234, 1084, 421, 1137]
- event-item: • ଜିଲ୍ଲାସ୍ତରୀୟ ମିଳିତ ଅଭିଯୋଗ ଶୁଣାଣି ଶିବିର, ସ୍ଥାନ: ଯାଜପୁର ଜିଲ୍ଲା ପରିଷଦ ସମ୍ମିଳନୀ ଗୃହ, ସମୟ: ପୂର୍ବାହ୍ନ ୧୦ଟା।: [903, 794, 1115, 847]
- rashi-name: ମେଷ: [1134, 259, 1224, 287]
- zodiac-icon: ♊: [1146, 597, 1210, 661]
- registration-dot: [264, 2320, 278, 2334]
- rashifal-heading: ଆଜିର ରାଶିଫଳ: [1130, 128, 1470, 178]
- registration-dot: [282, 2320, 296, 2334]
- rashi-name: ମିଥୁନ: [1134, 563, 1224, 591]
- rashifal-author: [1130, 184, 1470, 241]
- event-item: • ଜିଲ୍ଲାପାଳଙ୍କ ମିଳିତ ଅଭିଯୋଗ ଶୁଣାଣି, ସ୍ଥାନ: ଜିଲ୍ଲାପାଳଙ୍କ ସମ୍ମିଳନୀ କକ୍ଷ, ସମୟ: ପୂର୍ବାହ୍ନ ୧୦ଟା।: [457, 879, 674, 932]
